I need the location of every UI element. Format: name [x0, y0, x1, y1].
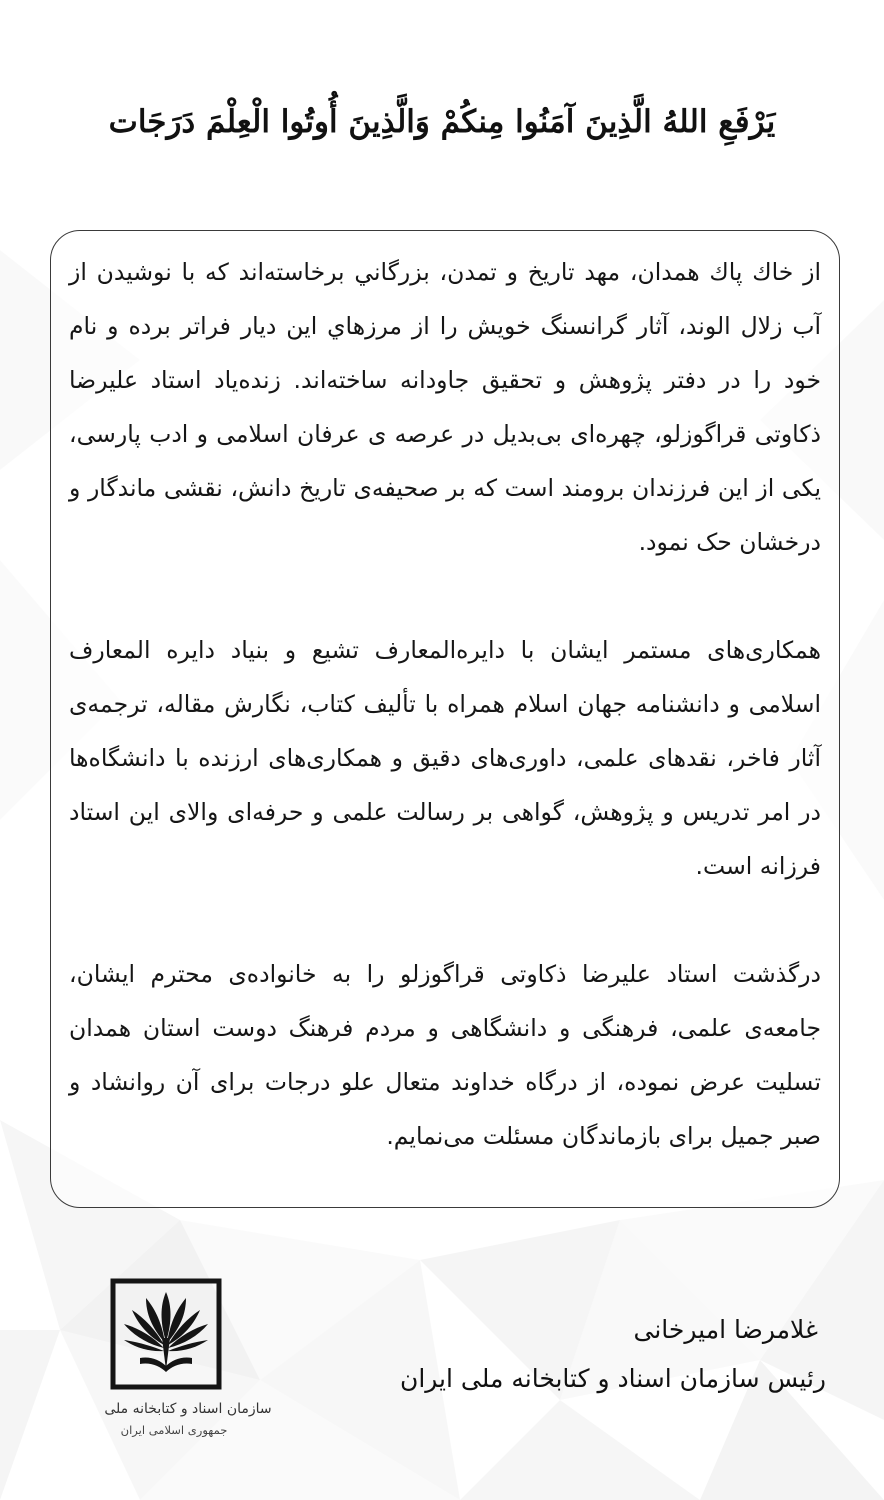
signatory-title: رئیس سازمان اسناد و کتابخانه ملی ایران — [399, 1364, 826, 1393]
signatory-name: غلامرضا امیرخانی — [633, 1315, 818, 1344]
organization-subtitle: جمهوری اسلامی ایران — [120, 1423, 228, 1437]
organization-name: سازمان اسناد و کتابخانه ملی — [104, 1401, 272, 1417]
condolence-message-card — [50, 230, 840, 1208]
signature-block — [306, 1308, 826, 1406]
message-paragraph: همکاری‌های مستمر ایشان با دایره‌المعارف تشیع و بنیاد دایره المعارف اسلامی و دانشنامه جهان اسلام همراه با تألیف کتاب، نگارش مقاله، ترجمه‌ی آثار فاخر، نقدهای علمی، داوری‌های دقیق و همکاری‌های ارزنده با دانشگاه‌ها در امر تدریس و پژوهش، گواهی بر رسالت علمی و حرفه‌ای والای این استاد فرزانه است. — [69, 636, 821, 880]
organization-logo — [88, 1278, 288, 1448]
message-body — [69, 245, 821, 1163]
quran-verse-heading: يَرْفَعِ اللهُ الَّذِينَ آمَنُوا مِنكُمْ وَالَّذِينَ أُوتُوا الْعِلْمَ دَرَجَات — [108, 104, 776, 140]
book-palm-icon — [110, 1278, 222, 1390]
message-paragraph: از خاك پاك همدان، مهد تاريخ و تمدن، بزرگاني برخاسته‌اند كه با نوشيدن از آب زلال الوند، آثار گرانسنگ خويش را از مرزهاي اين ديار فراتر برده و نام خود را در دفتر پژوهش و تحقيق جاودانه ساخته‌اند. زنده‌یاد استاد علیرضا ذکاوتی قراگوزلو، چهره‌ای بی‌بدیل در عرصه ی عرفان اسلامی و ادب پارسی، یکی از این فرزندان برومند است که بر صحیفه‌ی تاریخ دانش، نقشی ماندگار و درخشان حک نمود. — [69, 258, 821, 556]
message-paragraph: درگذشت استاد علیرضا ذکاوتی قراگوزلو را به خانواده‌ی محترم ایشان، جامعه‌ی علمی، فرهنگی و دانشگاهی و مردم فرهنگ دوست استان همدان تسلیت عرض نموده، از درگاه خداوند متعال علو درجات برای آن روانشاد و صبر جمیل برای بازماندگان مسئلت می‌نمایم. — [69, 960, 821, 1150]
